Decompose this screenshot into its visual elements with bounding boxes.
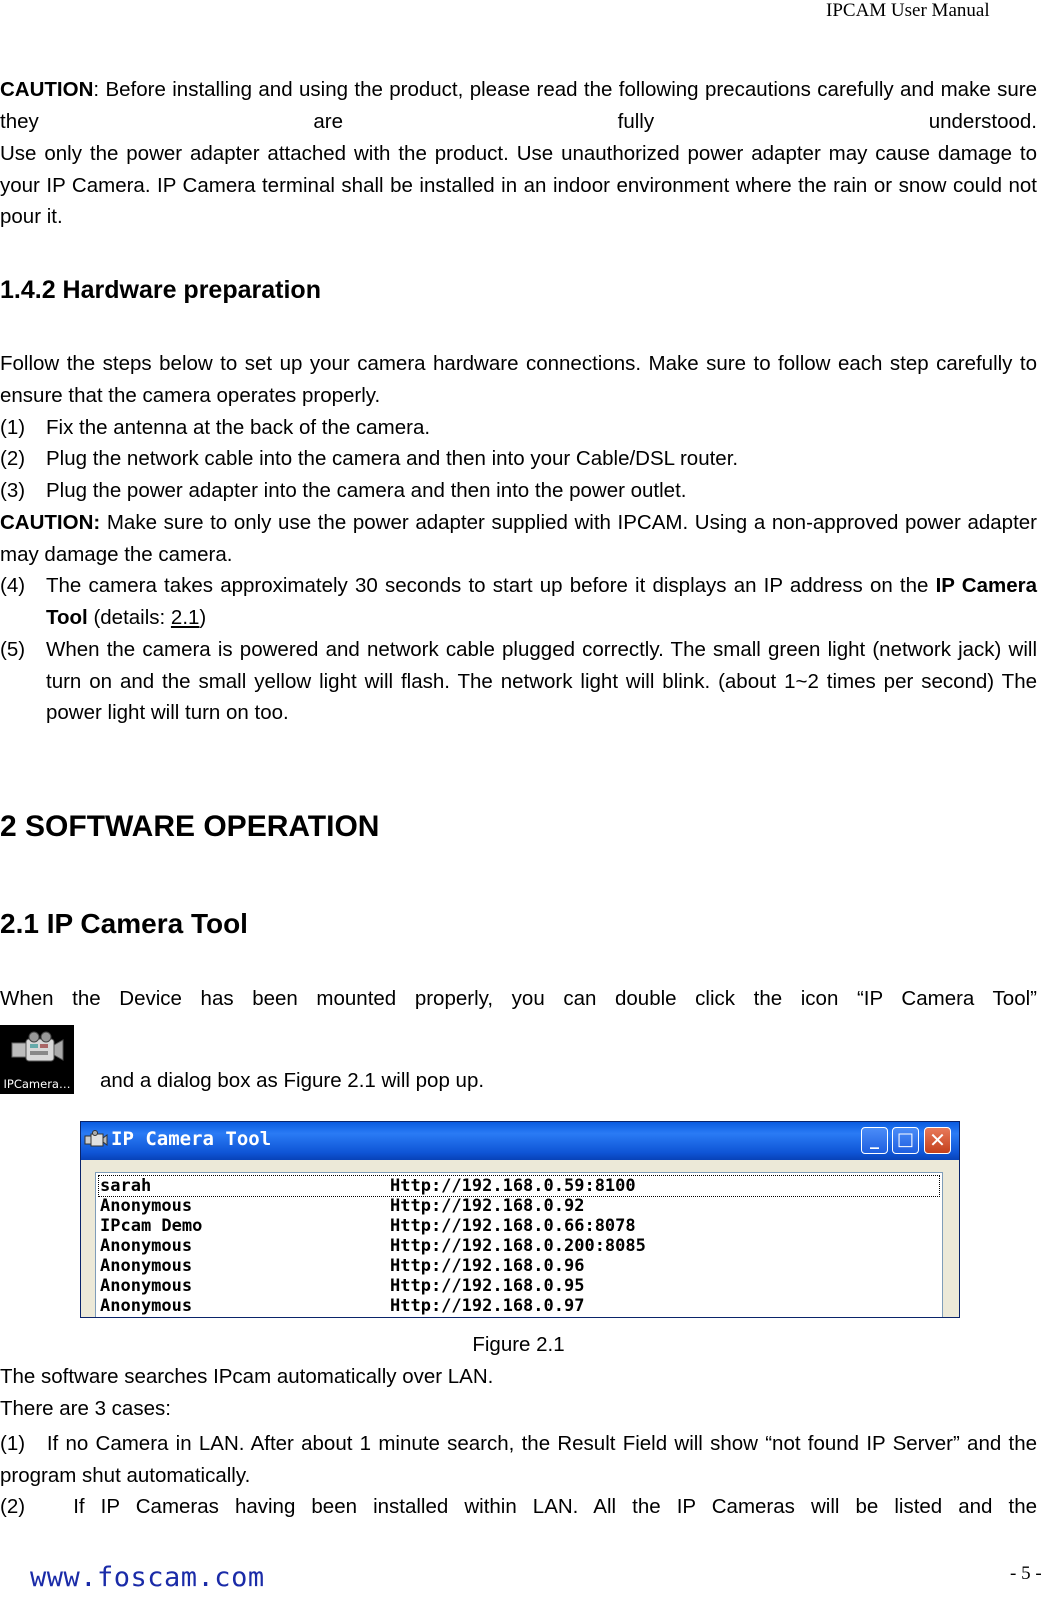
camera-name: Anonymous (100, 1236, 193, 1256)
step4-close: ) (199, 605, 207, 629)
camera-address: Http://192.168.0.59:8100 (390, 1176, 636, 1196)
ip-camera-tool-app-icon[interactable] (0, 1025, 74, 1094)
caution-label: CAUTION: (0, 511, 101, 534)
minimize-button[interactable]: _ (861, 1127, 888, 1154)
search-description: The software searches IPcam automatically over LAN. (0, 1365, 494, 1388)
list-item (0, 475, 1037, 507)
camera-address: Http://192.168.0.97 (390, 1296, 585, 1316)
hardware-intro: Follow the steps below to set up your camera hardware connections. Make sure to follow each step carefully to ensure that the camera operates properly. (0, 352, 1037, 407)
app-icon-label: IPCamera… (3, 1077, 71, 1091)
camera-name: Anonymous (100, 1256, 193, 1276)
list-text: Plug the network cable into the camera and then into your Cable/DSL router. (46, 447, 739, 470)
list-number: (4) (0, 574, 26, 597)
cases-intro: There are 3 cases: (0, 1397, 171, 1420)
list-number: (5) (0, 638, 26, 661)
list-row[interactable] (99, 1276, 939, 1296)
section-link[interactable]: 2.1 (170, 605, 200, 629)
list-item (0, 634, 1037, 729)
caution-paragraph (0, 74, 1037, 137)
list-number: (1) (0, 416, 26, 439)
list-item (0, 570, 1037, 633)
list-item (0, 412, 1037, 444)
camera-icon (84, 1130, 108, 1150)
list-text: Fix the antenna at the back of the camera. (46, 416, 431, 439)
step4-text: The camera takes approximately 30 seconds to start up before it displays an IP address on the (46, 574, 936, 597)
camera-name: IPcam Demo (100, 1216, 203, 1236)
list-item (0, 1491, 1037, 1523)
video-camera-icon (10, 1031, 64, 1069)
camera-name: Anonymous (100, 1196, 193, 1216)
camera-address: Http://192.168.0.200:8085 (390, 1236, 646, 1256)
list-number: (3) (0, 479, 26, 502)
ip-camera-tool-window (80, 1121, 960, 1318)
list-row[interactable] (99, 1216, 939, 1236)
figure-caption: Figure 2.1 (472, 1333, 565, 1356)
list-number: (2) (0, 1495, 26, 1518)
camera-name: Anonymous (100, 1276, 193, 1296)
camera-address: Http://192.168.0.96 (390, 1256, 585, 1276)
camera-name: Anonymous (100, 1296, 193, 1316)
heading-2-1: 2.1 IP Camera Tool (0, 908, 248, 939)
list-item (0, 443, 1037, 475)
ip-camera-tool-bold: IP Camera Tool (46, 574, 1037, 629)
caution-paragraph-2 (0, 507, 1037, 570)
list-number: (2) (0, 447, 26, 470)
window-title: IP Camera Tool (111, 1128, 272, 1150)
window-titlebar[interactable] (81, 1122, 959, 1160)
maximize-button[interactable]: □ (892, 1127, 919, 1154)
camera-address: Http://192.168.0.66:8078 (390, 1216, 636, 1236)
list-text: When the camera is powered and network cable plugged correctly. The small green light (network jack) will turn on and the small yellow light will flash. The network light will blink. (about 1~2 times per second) The power light will turn on too. (46, 638, 1037, 724)
page-number: - 5 - (1010, 1563, 1042, 1584)
close-button[interactable]: ✕ (924, 1127, 951, 1154)
heading-1-4-2: 1.4.2 Hardware preparation (0, 276, 321, 304)
dialog-intro: and a dialog box as Figure 2.1 will pop up. (100, 1069, 485, 1092)
list-row[interactable] (99, 1256, 939, 1276)
running-header: IPCAM User Manual (826, 0, 990, 21)
list-row[interactable] (99, 1236, 939, 1256)
heading-2: 2 SOFTWARE OPERATION (0, 810, 380, 843)
step4-details: (details: (87, 605, 171, 629)
list-text: Plug the power adapter into the camera and then into the power outlet. (46, 479, 687, 502)
list-text (46, 570, 1037, 633)
ip-camera-tool-intro: When the Device has been mounted properly, you can double click the icon “IP Camera Tool” (0, 987, 1037, 1010)
website-link[interactable]: www.foscam.com (30, 1562, 265, 1593)
caution-label: CAUTION (0, 78, 94, 101)
list-row[interactable] (99, 1196, 939, 1216)
camera-name: sarah (100, 1176, 152, 1196)
list-row[interactable] (99, 1296, 939, 1316)
camera-list[interactable] (95, 1172, 943, 1318)
caution-text: Make sure to only use the power adapter supplied with IPCAM. Using a non-approved power adapter may damage the camera. (0, 511, 1037, 566)
list-text: If IP Cameras having been installed within LAN. All the IP Cameras will be listed and the (73, 1495, 1037, 1518)
list-row[interactable] (99, 1176, 939, 1196)
caution-text: : Before installing and using the product, please read the following precautions carefully and make sure they are fully understood. (0, 78, 1037, 133)
list-item (0, 1428, 1037, 1491)
camera-address: Http://192.168.0.95 (390, 1276, 585, 1296)
camera-address: Http://192.168.0.92 (390, 1196, 585, 1216)
list-text: If no Camera in LAN. After about 1 minute search, the Result Field will show “not found IP Server” and the program shut automatically. (0, 1432, 1037, 1487)
power-adapter-paragraph: Use only the power adapter attached with the product. Use unauthorized power adapter may cause damage to your IP Camera. IP Camera terminal shall be installed in an indoor environment where the rain or snow could not pour it. (0, 142, 1037, 228)
list-number: (1) (0, 1432, 26, 1455)
